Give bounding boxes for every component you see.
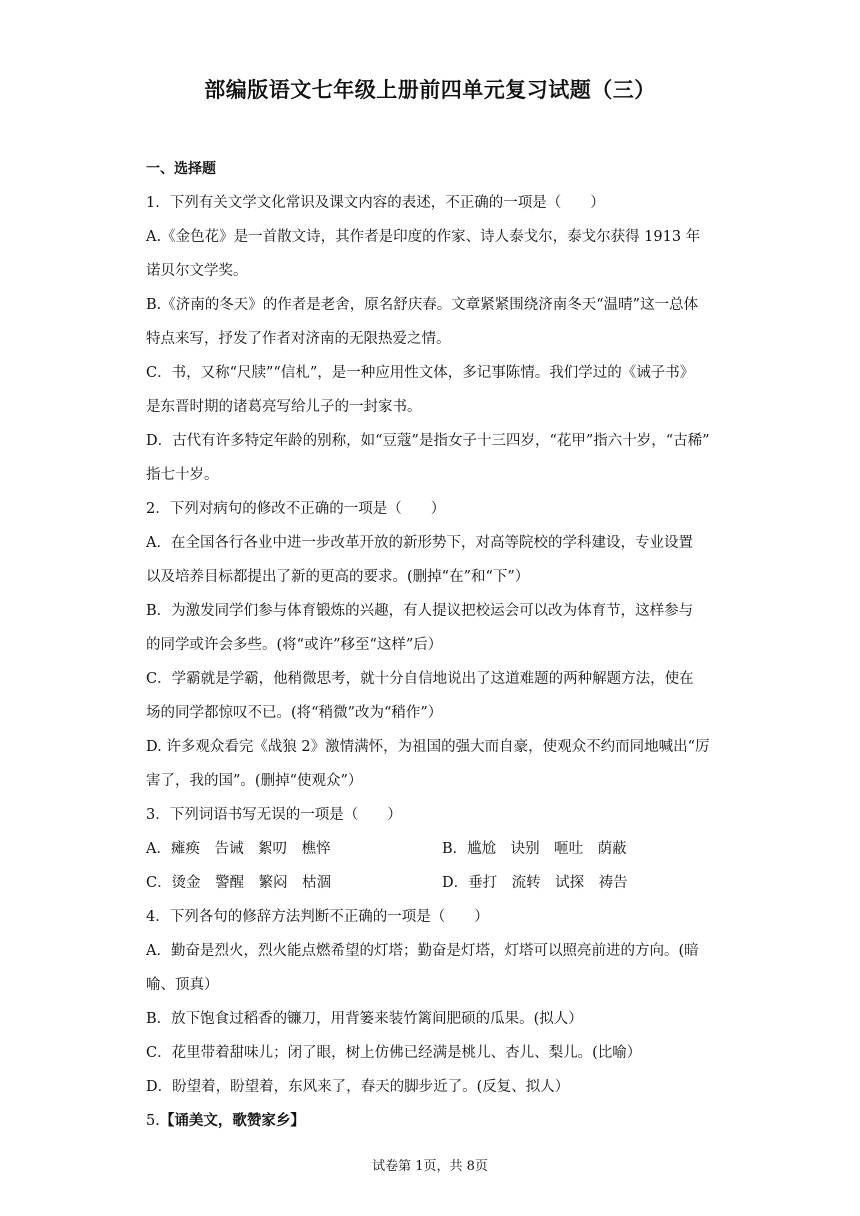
q1-option-d-line2: 指七十岁。 <box>146 467 219 483</box>
q2-option-d-line1: D. 许多观众看完《战狼 2》激情满怀，为祖国的强大而自豪，使观众不约而同地喊出“厉 <box>146 739 710 755</box>
question-5 <box>146 1104 718 1138</box>
question-3-stem: 3．下列词语书写无误的一项是（ ） <box>146 807 402 823</box>
question-3 <box>146 798 718 900</box>
q1-option-c-line2: 是东晋时期的诸葛亮写给儿子的一封家书。 <box>146 399 422 415</box>
q1-option-b-line1: B.《济南的冬天》的作者是老舍，原名舒庆春。文章紧紧围绕济南冬天“温晴”这一总体 <box>146 297 699 313</box>
q3-option-c: C．烫金 警醒 繁闷 枯涸 <box>146 875 332 891</box>
q1-option-a-line1: A.《金色花》是一首散文诗，其作者是印度的作家、诗人泰戈尔，泰戈尔获得 1913 年 <box>146 229 701 245</box>
q1-option-b-line2: 特点来写，抒发了作者对济南的无限热爱之情。 <box>146 331 451 347</box>
q2-option-b-line2: 的同学或许会多些。(将“或许”移至“这样”后） <box>146 637 443 653</box>
q4-option-a-line1: A．勤奋是烈火，烈火能点燃希望的灯塔；勤奋是灯塔，灯塔可以照亮前进的方向。(暗 <box>146 943 699 959</box>
q2-option-c-line2: 场的同学都惊叹不已。(将“稍微”改为“稍作”） <box>146 705 443 721</box>
q2-option-d-line2: 害了，我的国”。(删掉“使观众”） <box>146 773 363 789</box>
q3-option-a: A．瘫痪 告诫 絮叨 樵悴 <box>146 841 331 857</box>
page-title: 部编版语文七年级上册前四单元复习试题（三） <box>204 78 656 102</box>
q3-option-b: B．尴尬 诀别 咂吐 荫蔽 <box>442 841 627 857</box>
q1-option-d-line1: D．古代有许多特定年龄的别称，如“豆蔻”是指女子十三四岁，“花甲”指六十岁，“古稀” <box>146 433 710 449</box>
q1-option-a-line2: 诺贝尔文学奖。 <box>146 263 248 279</box>
page-footer: 试卷第 1页，共 8页 <box>372 1159 488 1174</box>
question-5-number: 5. <box>146 1113 160 1129</box>
q2-option-c-line1: C．学霸就是学霸，他稍微思考，就十分自信地说出了这道难题的两种解题方法，使在 <box>146 671 694 687</box>
question-1-stem: 1．下列有关文学文化常识及课文内容的表述，不正确的一项是（ ） <box>146 195 605 211</box>
question-2 <box>146 492 718 798</box>
q4-option-d: D．盼望着，盼望着，东风来了，春天的脚步近了。(反复、拟人） <box>146 1079 570 1095</box>
q2-option-b-line1: B．为激发同学们参与体育锻炼的兴趣，有人提议把校运会可以改为体育节，这样参与 <box>146 603 694 619</box>
q3-options <box>146 832 718 900</box>
section-heading: 一、选择题 <box>146 161 216 177</box>
q4-option-c: C．花里带着甜味儿；闭了眼，树上仿佛已经满是桃儿、杏儿、梨儿。(比喻） <box>146 1045 642 1061</box>
question-4 <box>146 900 718 1104</box>
question-4-stem: 4．下列各句的修辞方法判断不正确的一项是（ ） <box>146 909 489 925</box>
q3-option-d: D．垂打 流转 试探 祷告 <box>442 875 628 891</box>
q2-option-a-line1: A．在全国各行各业中进一步改革开放的新形势下，对高等院校的学科建设，专业设置 <box>146 535 693 551</box>
question-5-heading: 【诵美文，歌赞家乡】 <box>159 1112 305 1129</box>
q1-option-c-line1: C．书，又称“尺牍”“信札”，是一种应用性文体，多记事陈情。我们学过的《诫子书》 <box>146 365 695 381</box>
q4-option-a-line2: 喻、顶真） <box>146 977 219 993</box>
question-content <box>146 156 718 1138</box>
q4-option-b: B．放下饱食过稻香的镰刀，用背篓来装竹篱间肥硕的瓜果。(拟人） <box>146 1011 583 1027</box>
question-1 <box>146 186 718 492</box>
question-2-stem: 2．下列对病句的修改不正确的一项是（ ） <box>146 501 446 517</box>
q2-option-a-line2: 以及培养目标都提出了新的更高的要求。(删掉“在”和“下”） <box>146 569 530 585</box>
